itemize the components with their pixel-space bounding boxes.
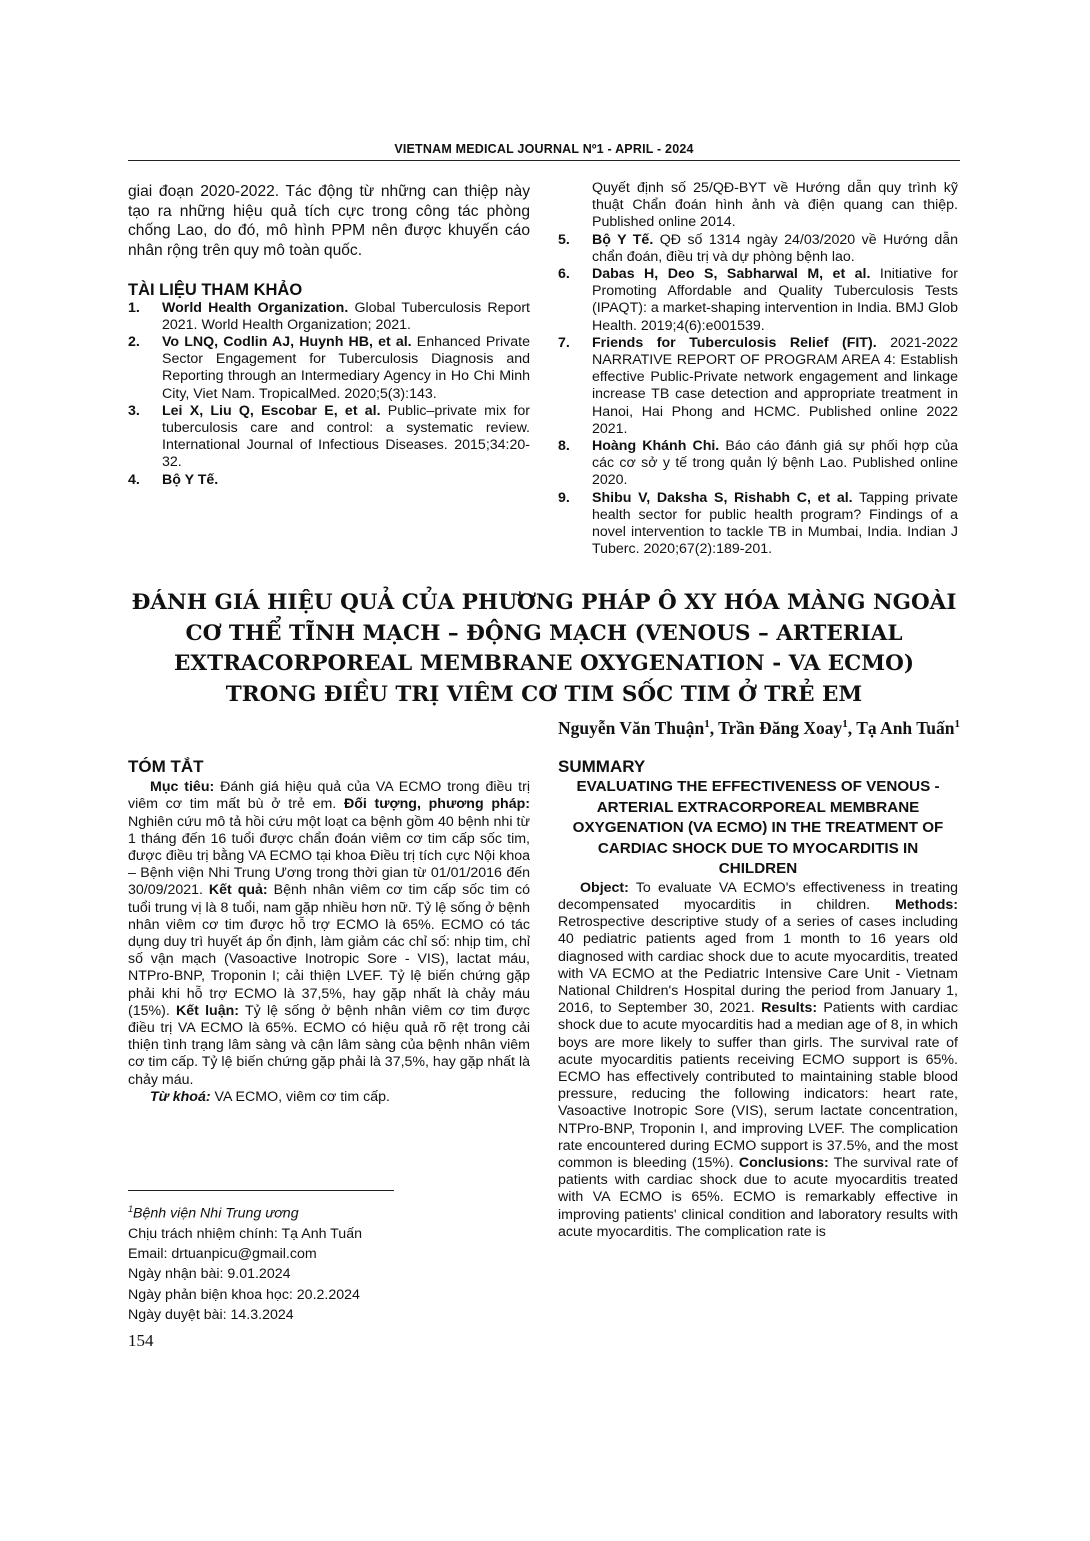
abstract-en (558, 758, 958, 1241)
title-line: ĐÁNH GIÁ HIỆU QUẢ CỦA PHƯƠNG PHÁP Ô XY HÓA MÀNG NGOÀI (131, 590, 957, 615)
object-label: Object: (580, 879, 629, 896)
reference-number: 6. (558, 266, 570, 283)
conclusion-label: Kết luận: (176, 1002, 240, 1019)
page-number: 154 (128, 1331, 154, 1350)
methods-label: Đối tượng, phương pháp: (343, 796, 530, 813)
reference-number: 9. (558, 489, 570, 506)
author-separator: , (847, 718, 857, 738)
article-title (128, 588, 960, 710)
reference-item (128, 300, 530, 334)
reference-authors: Shibu V, Daksha S, Rishabh C, et al. (592, 489, 853, 506)
reference-authors: Vo LNQ, Codlin AJ, Huynh HB, et al. (162, 333, 412, 350)
results-text: Bệnh nhân viêm cơ tim cấp sốc tim có tuổi trung vị là 8 tuổi, nam gặp nhiều hơn nữ. Tỷ lệ sống ở bệnh nhân viêm cơ tim được hỗ trợ ECMO là 65%. ECMO có tác dụng duy trì huyết áp ổn định, làm giảm các chỉ số: nhịp tim, chỉ số vận mạch (Vasoactive Inotropic Sore - VIS), lactat máu, NTPro-BNP, Troponin I; cải thiện LVEF. Tỷ lệ biến chứng gặp phải khi hỗ trợ ECMO là 37,5%, hay gặp nhất là chảy máu (15%). (128, 882, 531, 1019)
reference-number: 1. (128, 299, 140, 316)
reference-authors: Dabas H, Deo S, Sabharwal M, et al. (592, 266, 871, 283)
methods-en-label: Methods: (894, 896, 958, 913)
reference-number: 7. (558, 334, 570, 351)
conclusions-en-text: The survival rate of patients with cardiac shock due to acute myocarditis treated with VA ECMO is 65%. ECMO is remarkably effective in improving patients' clinical condition and laboratory results with acute myocarditis. The complication rate is (558, 1154, 958, 1240)
reference-item (558, 335, 958, 438)
author-affiliation-mark: 1 (954, 718, 960, 731)
conclusions-en-label: Conclusions: (738, 1154, 829, 1171)
objective-text: Đánh giá hiệu quả của VA ECMO trong điều trị viêm cơ tim mất bù ở trẻ em. (128, 779, 531, 813)
reference-text: Initiative for Promoting Affordable and Quality Tuberculosis Tests (IPAQT): a market-shaping intervention in India. BMJ Glob Health. 2019;4(6):e001539. (592, 266, 959, 334)
summary-heading: SUMMARY (558, 757, 646, 776)
date-reviewed: Ngày phản biện khoa học: 20.2.2024 (128, 1286, 360, 1303)
methods-en-text: Retrospective descriptive study of a series of cases including 40 pediatric patients aged from 1 month to 16 years old diagnosed with cardiac shock due to acute myocarditis, treated with VA ECMO at the Pediatric Intensive Care Unit - Vietnam National Children's Hospital during the period from January 1, 2016, to September 30, 2021. (558, 914, 958, 1017)
affiliation-text: Bệnh viện Nhi Trung ương (133, 1205, 299, 1222)
summary-title: EVALUATING THE EFFECTIVENESS OF VENOUS - ARTERIAL EXTRACORPOREAL MEMBRANE OXYGENATION (VA ECMO) IN THE TREATMENT OF CARDIAC SHOCK DUE TO MYOCARDITIS IN CHILDREN (572, 778, 944, 878)
keywords-line (128, 1089, 530, 1106)
date-accepted: Ngày duyệt bài: 14.3.2024 (128, 1306, 294, 1323)
references-heading: TÀI LIỆU THAM KHẢO (128, 281, 303, 300)
reference-item (558, 232, 958, 266)
affiliation-footnote (128, 1199, 530, 1224)
objective-label: Mục tiêu: (150, 779, 215, 796)
reference-authors: Bộ Y Tế. (592, 231, 654, 248)
author-affiliation-mark: 1 (842, 718, 848, 731)
reference-authors: Hoàng Khánh Chi. (592, 438, 720, 455)
date-received: Ngày nhận bài: 9.01.2024 (128, 1266, 291, 1283)
reference-item (558, 490, 958, 559)
reference-text: Tapping private health sector for public health program? Findings of a novel intervention to tackle TB in Mumbai, India. Indian J Tuberc. 2020;67(2):189-201. (592, 489, 958, 558)
reference-text: Public–private mix for tuberculosis care and control: a systematic review. International Journal of Infectious Diseases. 2015;34:20-32. (162, 402, 530, 471)
abstract-vi-heading: TÓM TẮT (128, 757, 204, 776)
left-top-column (128, 182, 530, 489)
reference-number: 2. (128, 333, 140, 350)
reference-text: Global Tuberculosis Report 2021. World Health Organization; 2021. (162, 299, 530, 333)
right-top-column (558, 180, 958, 558)
title-line: TRONG ĐIỀU TRỊ VIÊM CƠ TIM SỐC TIM Ở TRẺ EM (225, 681, 863, 707)
reference-item (558, 266, 958, 335)
header-divider (128, 160, 960, 161)
reference-authors: Friends for Tuberculosis Relief (FIT). (592, 334, 877, 351)
footnotes (128, 1199, 530, 1325)
author-name: Trần Đăng Xoay (718, 718, 843, 738)
reference-authors: Bộ Y Tế. (162, 471, 219, 488)
abstract-vi-body (128, 779, 530, 1089)
reference-text: QĐ số 1314 ngày 24/03/2020 về Hướng dẫn chẩn đoán, điều trị và dự phòng bệnh lao. (592, 231, 958, 265)
reference-item (128, 334, 530, 403)
affiliation-mark: 1 (128, 1204, 134, 1214)
journal-header: VIETNAM MEDICAL JOURNAL Nº1 - APRIL - 2024 (394, 142, 694, 156)
conclusion-text: Tỷ lệ sống ở bệnh nhân viêm cơ tim được điều trị VA ECMO là 65%. ECMO có hiệu quả rõ rệt trong cải thiện tình trạng lâm sàng và cận lâm sàng của bệnh nhân viêm cơ tim cấp. Tỷ lệ biến chứng gặp phải là 37,5%, hay gặp nhất là chảy máu. (128, 1002, 530, 1088)
author-separator: , (709, 718, 719, 738)
reference-number: 5. (558, 231, 570, 248)
reference-text: 2021-2022 NARRATIVE REPORT OF PROGRAM AREA 4: Establish effective Public-Private network engagement and linkage increase TB case detection and appropriate treatment in Hanoi, Hai Phong and HCMC. Published online 2022 2021. (592, 334, 958, 437)
summary-body (558, 880, 958, 1241)
reference-number: 3. (128, 402, 140, 419)
reference-number: 8. (558, 438, 570, 455)
reference-item (558, 180, 958, 232)
keywords-label: Từ khoá: (150, 1088, 211, 1105)
author-name: Tạ Anh Tuấn (856, 718, 955, 738)
contact-email: Email: drtuanpicu@gmail.com (128, 1246, 317, 1263)
reference-item (128, 472, 530, 489)
reference-text: Enhanced Private Sector Engagement for Tuberculosis Diagnosis and Reporting through an Intermediary Agency in Ho Chi Minh City, Viet Nam. TropicalMed. 2020;5(3):143. (162, 333, 530, 402)
reference-item (558, 438, 958, 490)
reference-item (128, 403, 530, 472)
keywords-text: VA ECMO, viêm cơ tim cấp. (214, 1088, 390, 1105)
footnote-divider (128, 1190, 394, 1191)
author-affiliation-mark: 1 (704, 718, 710, 731)
title-line: EXTRACORPOREAL MEMBRANE OXYGENATION - VA ECMO) (174, 651, 914, 676)
reference-number: 4. (128, 471, 140, 488)
references-list-right (558, 180, 958, 558)
reference-authors: Lei X, Liu Q, Escobar E, et al. (162, 402, 381, 419)
reference-text: Báo cáo đánh giá sự phối hợp của các cơ sở y tế trong quản lý bệnh Lao. Published online 2020. (592, 438, 958, 489)
title-line: CƠ THỂ TĨNH MẠCH – ĐỘNG MẠCH (VENOUS – ARTERIAL (185, 620, 903, 646)
methods-text: Nghiên cứu mô tả hồi cứu một loạt ca bệnh gồm 40 bệnh nhi từ 1 tháng đến 16 tuổi được chẩn đoán viêm cơ tim cấp sốc tim, được điều trị bằng VA ECMO tại khoa Điều trị tích cực Nội khoa – Bệnh viện Nhi Trung Ương trong thời gian từ 01/01/2016 đến 30/09/2021. (128, 813, 530, 899)
reference-text: Quyết định số 25/QĐ-BYT về Hướng dẫn quy trình kỹ thuật Chẩn đoán hình ảnh và điện quang can thiệp. Published online 2014. (592, 180, 958, 231)
author-name: Nguyễn Văn Thuận (557, 718, 705, 738)
results-label: Kết quả: (208, 882, 268, 899)
object-text: To evaluate VA ECMO's effectiveness in treating decompensated myocarditis in children. (558, 879, 959, 913)
author-list (440, 718, 960, 739)
responsible-author: Chịu trách nhiệm chính: Tạ Anh Tuấn (128, 1225, 362, 1242)
abstract-vi (128, 758, 530, 1106)
results-en-text: Patients with cardiac shock due to acute myocarditis had a median age of 8, in which boys are more likely to suffer than girls. The survival rate of acute myocarditis patients receiving ECMO support is 65%. ECMO has effectively contributed to maintaining stable blood pressure, reducing the following indicators: heart rate, Vasoactive Inotropic Sore (VIS), serum lactate concentration, NTPro-BNP, Troponin I, and improving LVEF. The complication rate encountered during ECMO support is 37.5%, and the most common is bleeding (15%). (558, 1000, 958, 1171)
reference-authors: World Health Organization. (162, 299, 349, 316)
results-en-label: Results: (761, 1000, 818, 1017)
references-list-left (128, 300, 530, 489)
intro-paragraph: giai đoạn 2020-2022. Tác động từ những can thiệp này tạo ra những hiệu quả tích cực trong công tác phòng chống Lao, do đó, mô hình PPM nên được khuyến cáo nhân rộng trên quy mô toàn quốc. (128, 183, 530, 259)
